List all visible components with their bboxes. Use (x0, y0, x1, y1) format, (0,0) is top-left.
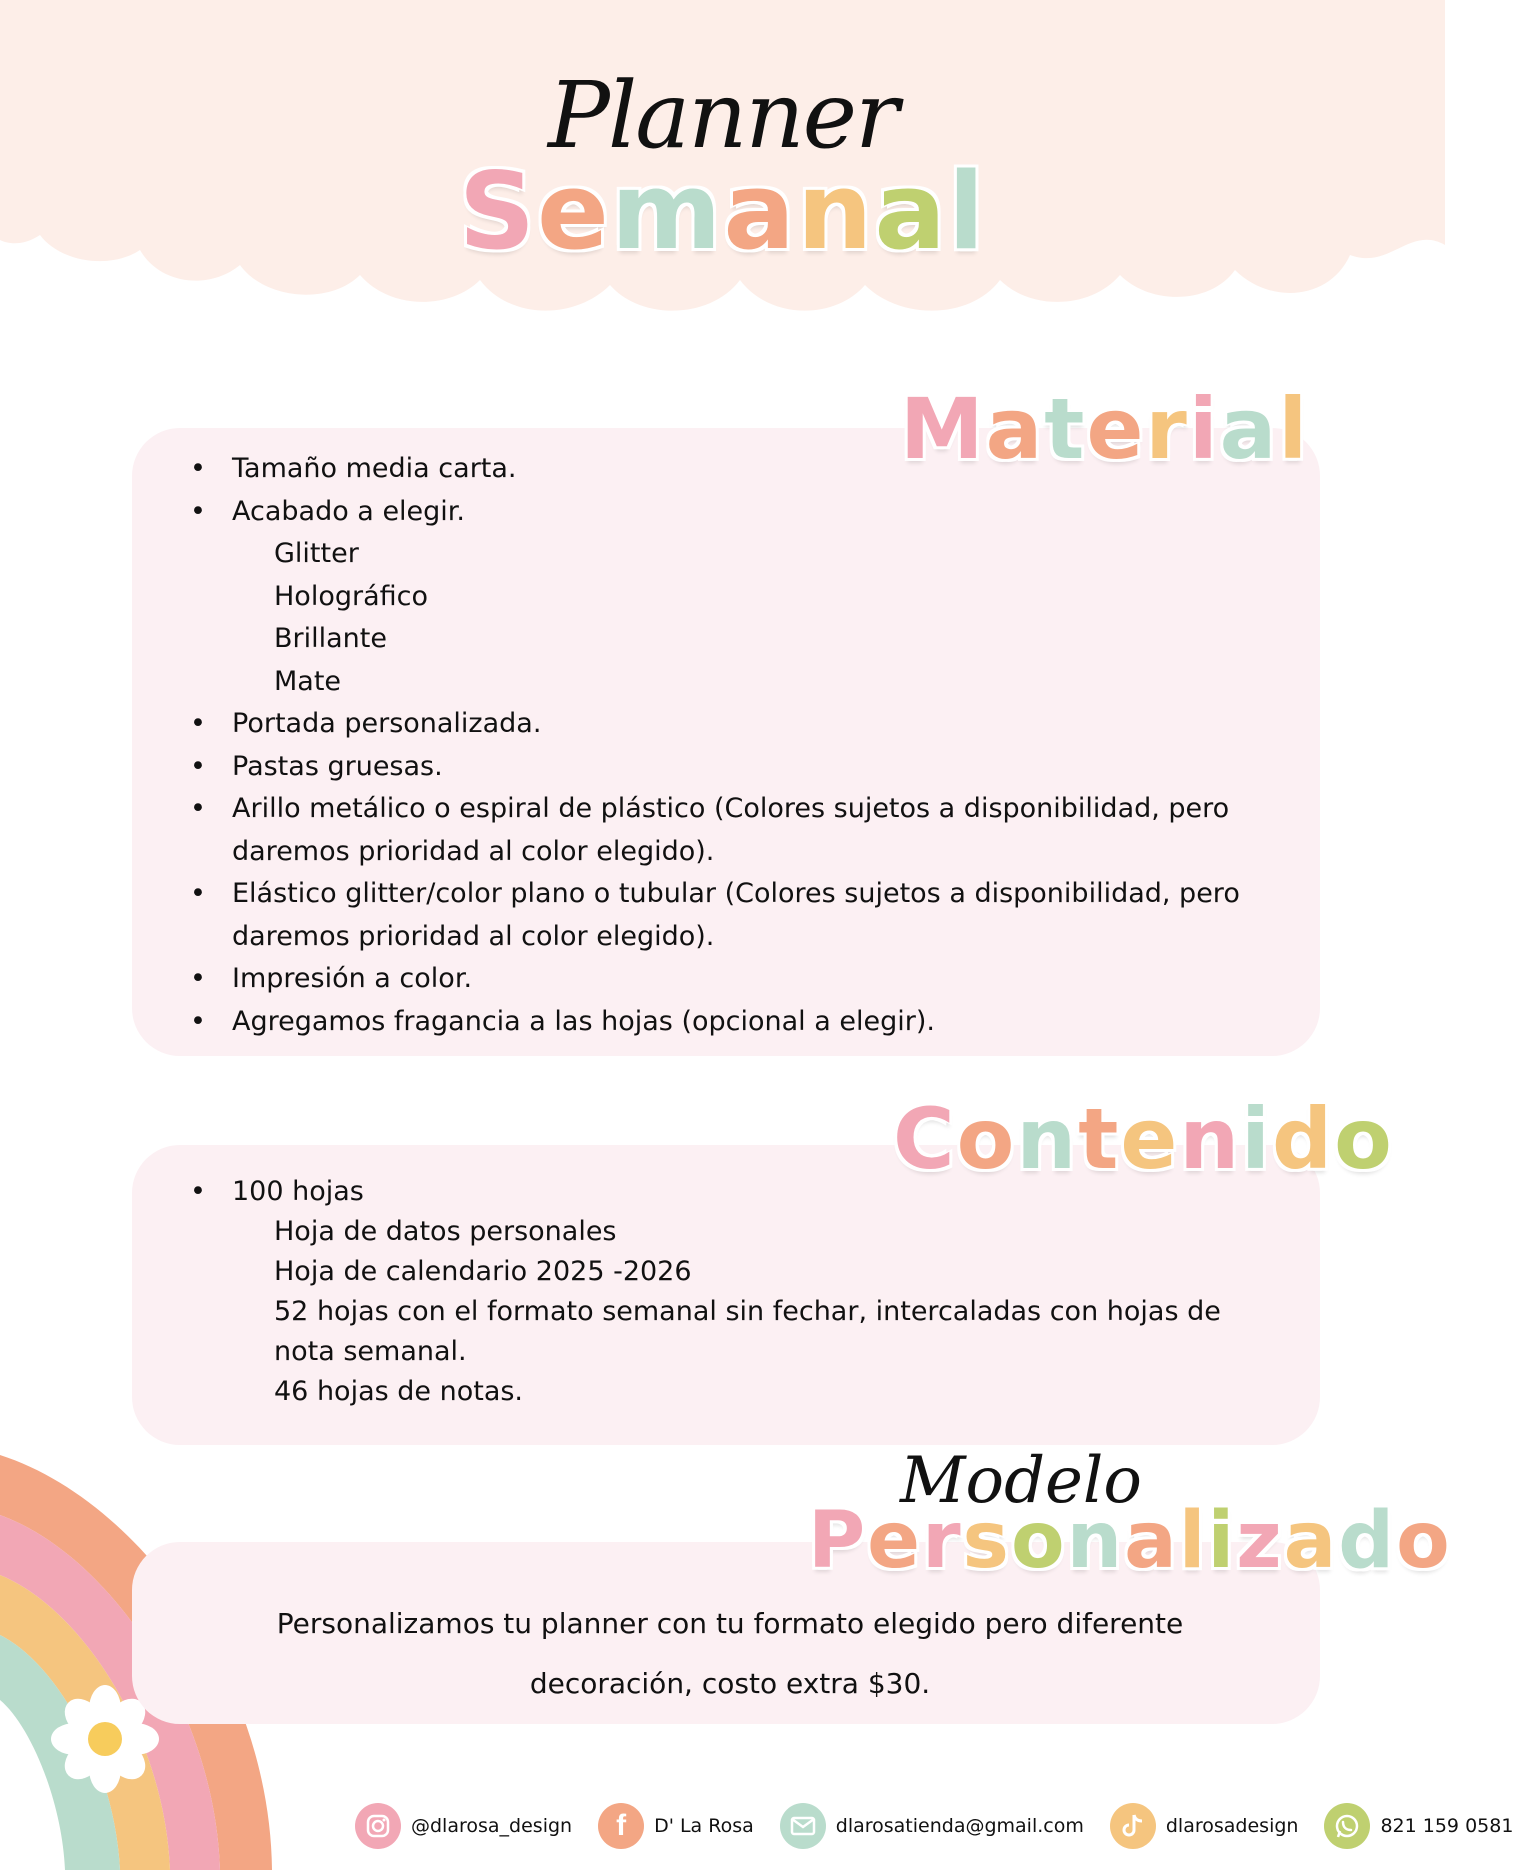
material-list (190, 448, 1270, 1043)
list-item (190, 1212, 1270, 1252)
bullet-icon: • (190, 793, 206, 824)
email-address[interactable]: dlarosatienda@gmail.com (835, 1815, 1084, 1837)
list-item (190, 1292, 1270, 1372)
bullet-icon: • (190, 708, 206, 739)
title-letter: l (947, 150, 987, 273)
list-item (190, 618, 1270, 661)
title-letter: d (1271, 1090, 1335, 1188)
title-letter: r (1145, 380, 1189, 478)
list-item-text: Acabado a elegir. (232, 495, 466, 527)
tiktok-handle[interactable]: dlarosadesign (1165, 1815, 1299, 1837)
list-item (190, 576, 1270, 619)
title-letter: l (1278, 380, 1310, 478)
modelo-line-1: Personalizamos tu planner con tu formato elegido pero diferente (276, 1607, 1184, 1640)
list-item-text: Arillo metálico o espiral de plástico (Colores sujetos a disponibilidad, pero daremos prioridad al color elegido). (232, 793, 1230, 867)
whatsapp-number[interactable]: 821 159 0581 (1380, 1815, 1514, 1837)
title-letter: n (1179, 1090, 1242, 1188)
list-item-text: Holográfico (274, 580, 428, 612)
list-item (190, 873, 1270, 958)
list-item-text: Impresión a color. (232, 963, 473, 994)
facebook-name[interactable]: D' La Rosa (654, 1815, 754, 1837)
list-item-text: 46 hojas de notas. (274, 1376, 524, 1407)
list-item (190, 661, 1270, 704)
list-item (190, 1252, 1270, 1292)
list-item-text: Hoja de calendario 2025 -2026 (274, 1256, 692, 1287)
modelo-description (180, 1594, 1280, 1714)
instagram-handle[interactable]: @dlarosa_design (411, 1815, 573, 1837)
list-item (190, 703, 1270, 746)
list-item-text: Portada personalizada. (232, 708, 542, 739)
title-letter: i (1188, 380, 1220, 478)
title-letter: a (1219, 380, 1279, 478)
email-icon[interactable] (780, 1803, 826, 1849)
title-letter: n (1066, 1496, 1125, 1586)
list-item-text: Pastas gruesas. (232, 750, 443, 782)
facebook-icon[interactable]: f (598, 1803, 644, 1849)
list-item-text: 100 hojas (232, 1176, 364, 1207)
list-item (190, 788, 1270, 873)
bullet-icon: • (190, 453, 206, 484)
title-letter: M (900, 380, 986, 478)
list-item (190, 448, 1270, 491)
bullet-icon: • (190, 1176, 206, 1207)
list-item-text: Mate (274, 665, 342, 697)
title-letter: a (1124, 1496, 1179, 1586)
list-item (190, 958, 1270, 1001)
list-item (190, 746, 1270, 789)
bullet-icon: • (190, 1005, 206, 1037)
title-letter: S (458, 150, 538, 273)
title-letter: a (723, 150, 797, 273)
bullet-icon: • (190, 750, 206, 782)
title-letter: r (922, 1496, 963, 1586)
title-letter: t (1078, 1090, 1121, 1188)
title-letter: l (1178, 1496, 1208, 1586)
title-letter: e (867, 1496, 923, 1586)
title-letter: a (985, 380, 1045, 478)
bullet-icon: • (190, 495, 206, 527)
list-item (190, 533, 1270, 576)
tiktok-icon[interactable] (1110, 1803, 1156, 1849)
title-letter: n (1016, 1090, 1079, 1188)
title-letter: o (1010, 1496, 1067, 1586)
list-item (190, 491, 1270, 534)
title-letter: d (1338, 1496, 1397, 1586)
title-letter: a (874, 150, 948, 273)
title-letter: o (956, 1090, 1017, 1188)
list-item-text: Hoja de datos personales (274, 1216, 617, 1247)
title-letter: o (1396, 1496, 1452, 1586)
contenido-list (190, 1172, 1270, 1412)
title-letter: e (1120, 1090, 1180, 1188)
title-letter: m (610, 150, 724, 273)
planner-title: Planner (547, 62, 898, 169)
bullet-icon: • (190, 878, 206, 909)
title-letter: z (1236, 1496, 1284, 1586)
semanal-title (0, 150, 1445, 273)
title-letter: e (537, 150, 611, 273)
list-item (190, 1001, 1270, 1044)
list-item-text: Tamaño media carta. (232, 453, 517, 484)
title-letter: i (1207, 1496, 1237, 1586)
title-letter: o (1334, 1090, 1394, 1188)
modelo-line-2: decoración, costo extra $30. (529, 1667, 931, 1700)
title-letter: P (808, 1496, 868, 1586)
list-item-text: Brillante (274, 623, 387, 654)
title-letter: C (893, 1090, 957, 1188)
instagram-icon[interactable] (355, 1803, 401, 1849)
list-item (190, 1372, 1270, 1412)
title-letter: a (1283, 1496, 1339, 1586)
list-item-text: 52 hojas con el formato semanal sin fechar, intercaladas con hojas de nota semanal. (274, 1296, 1221, 1367)
title-letter: i (1241, 1090, 1272, 1188)
list-item-text: Glitter (274, 538, 359, 569)
list-item (190, 1172, 1270, 1212)
personalizado-title (808, 1496, 1452, 1586)
title-letter: s (962, 1496, 1011, 1586)
contact-footer (355, 1801, 1529, 1851)
title-letter: t (1044, 380, 1087, 478)
title-letter: e (1086, 380, 1146, 478)
list-item-text: Elástico glitter/color plano o tubular (Colores sujetos a disponibilidad, pero daremos prioridad al color elegido). (232, 878, 1240, 952)
modelo-title: Modelo (900, 1444, 1142, 1518)
bullet-icon: • (190, 963, 206, 994)
title-letter: n (796, 150, 875, 273)
whatsapp-icon[interactable] (1324, 1803, 1370, 1849)
list-item-text: Agregamos fragancia a las hojas (opcional a elegir). (232, 1005, 935, 1037)
